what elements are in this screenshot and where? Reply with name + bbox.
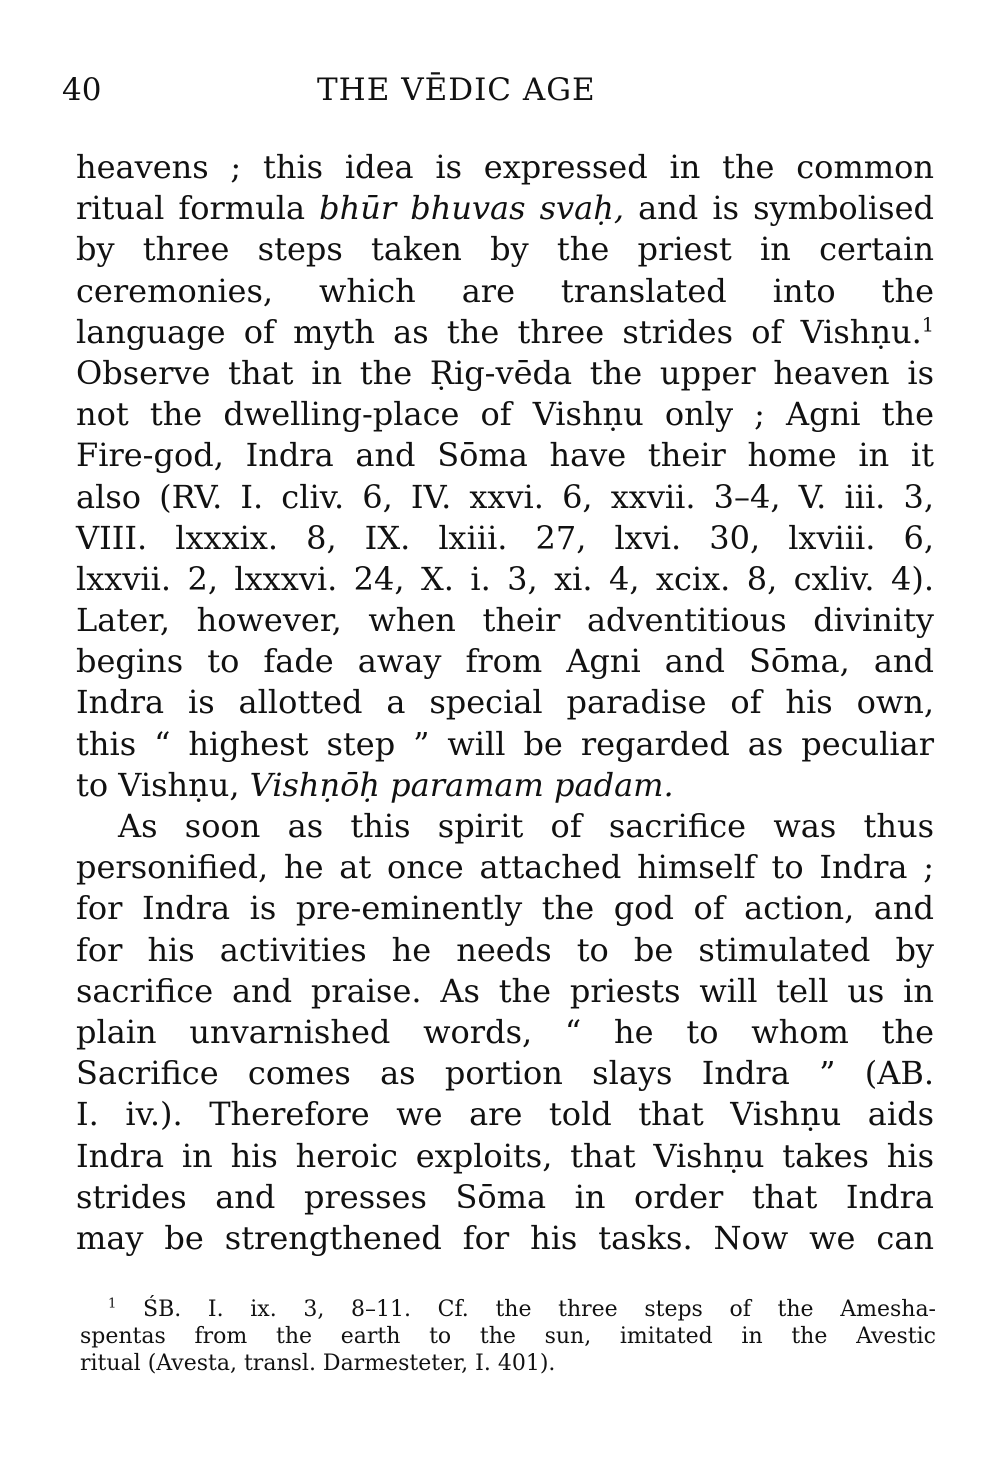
text-line: for his activities he needs to be stimulated by xyxy=(76,930,934,969)
footnotes xyxy=(80,1296,936,1377)
text-line: language of myth as the three strides of Vishṇu.$^1$ xyxy=(76,312,934,351)
body-text xyxy=(76,147,934,1259)
text-line: begins to fade away from Agni and Sōma, and xyxy=(76,642,934,681)
text-line: Indra is allotted a special paradise of his own, xyxy=(76,683,934,722)
text-line: strides and presses Sōma in order that Indra xyxy=(76,1177,934,1216)
text-line: heavens ; this idea is expressed in the common xyxy=(76,148,934,186)
text-line: not the dwelling-place of Vishṇu only ; Agni the xyxy=(76,395,934,434)
text-line: may be strengthened for his tasks. Now we can xyxy=(76,1218,934,1257)
footnote-marker: 1 xyxy=(108,1296,117,1312)
page-number: 40 xyxy=(62,72,102,108)
footnote-line: ritual (Avesta, transl. Darmesteter, I. 401). xyxy=(80,1351,556,1376)
text-line: personified, he at once attached himself to Indra ; xyxy=(76,848,934,887)
running-head xyxy=(62,68,932,112)
text-line: lxxvii. 2, lxxxvi. 24, X. i. 3, xi. 4, xcix. 8, cxliv. 4). xyxy=(76,559,934,598)
text-line: VIII. lxxxix. 8, IX. lxiii. 27, lxvi. 30, lxviii. 6, xyxy=(76,518,934,557)
text-line: I. iv.). Therefore we are told that Vishṇu aids xyxy=(76,1095,934,1134)
text-line: ceremonies, which are translated into the xyxy=(76,271,934,310)
text-line: for Indra is pre-eminently the god of action, and xyxy=(76,889,934,928)
text-line: to Vishṇu, Vishṇōḥ paramam padam. xyxy=(76,765,674,804)
footnote-line: $^1$ ŚB. I. ix. 3, 8–11. Cf. the three steps of the Amesha- xyxy=(108,1296,936,1322)
text-line: Observe that in the Ṛig-vēda the upper heaven is xyxy=(76,353,934,392)
text-line: this “ highest step ” will be regarded as peculiar xyxy=(76,724,934,763)
text-line: plain unvarnished words, “ he to whom the xyxy=(76,1012,934,1051)
text-line: ritual formula bhūr bhuvas svaḥ, and is symbolised xyxy=(76,189,935,228)
text-line: Sacrifice comes as portion slays Indra ” (AB. xyxy=(76,1054,934,1093)
footnote-line: spentas from the earth to the sun, imitated in the Avestic xyxy=(80,1324,936,1349)
sanskrit-formula: bhūr bhuvas svaḥ, xyxy=(319,189,624,228)
text-line: Later, however, when their adventitious divinity xyxy=(76,601,934,640)
text-line: Fire-god, Indra and Sōma have their home in it xyxy=(76,436,934,475)
footnote-reference: 1 xyxy=(921,313,934,337)
text-line: sacrifice and praise. As the priests will tell us in xyxy=(76,971,934,1010)
sanskrit-phrase: Vishṇōḥ paramam padam. xyxy=(249,765,674,804)
running-title: THE VĒDIC AGE xyxy=(317,72,596,108)
text-line: As soon as this spirit of sacrifice was thus xyxy=(118,807,934,845)
text-line: also (RV. I. cliv. 6, IV. xxvi. 6, xxvii. 3–4, V. iii. 3, xyxy=(76,477,934,516)
text-line: by three steps taken by the priest in certain xyxy=(76,230,934,269)
text-line: Indra in his heroic exploits, that Vishṇu takes his xyxy=(76,1136,934,1175)
